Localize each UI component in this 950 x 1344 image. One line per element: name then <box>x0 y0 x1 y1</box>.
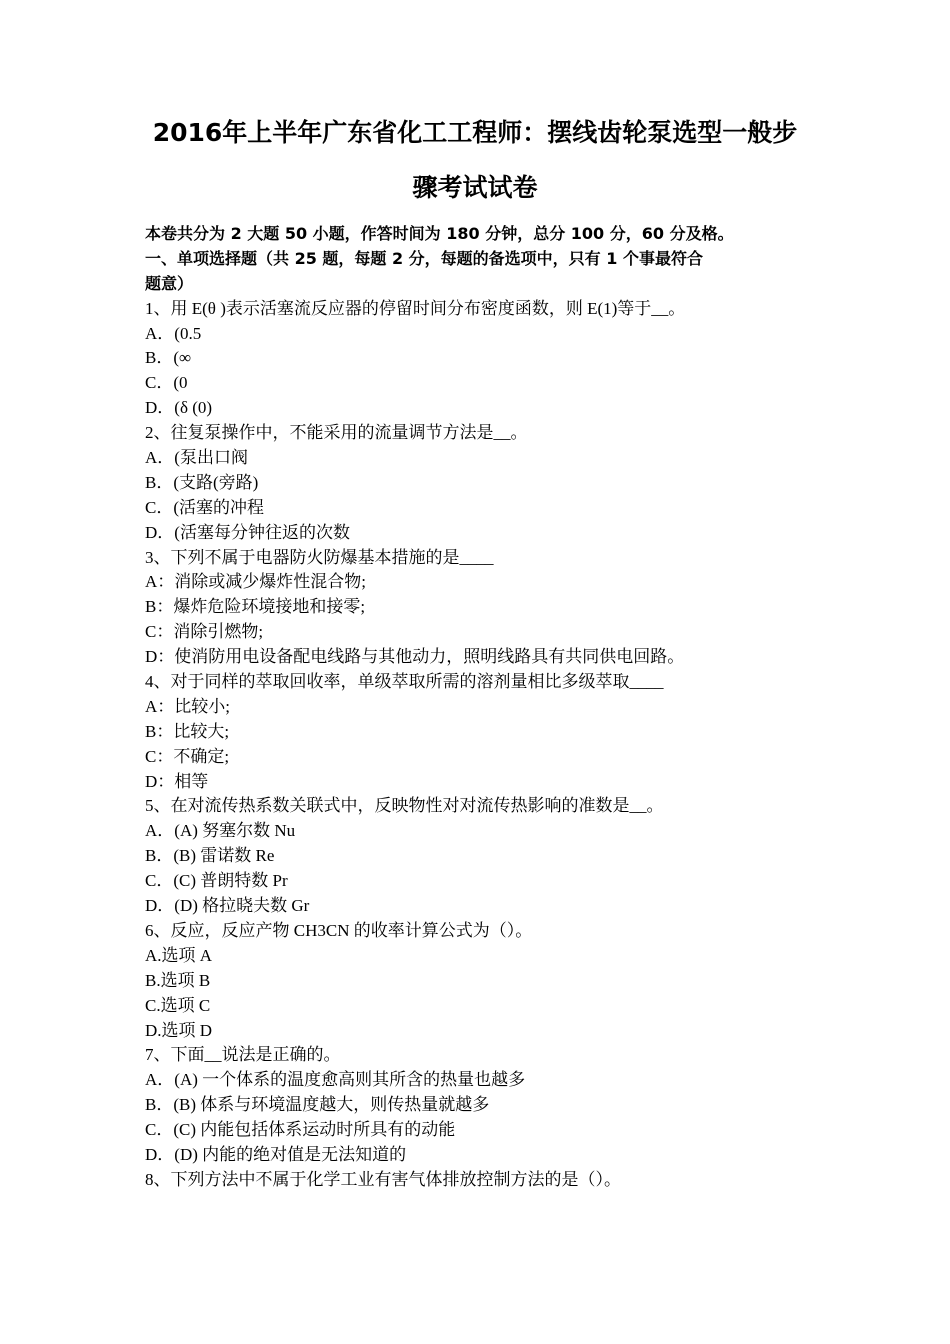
exam-intro: 本卷共分为 2 大题 50 小题，作答时间为 180 分钟，总分 100 分，60 分及格。 <box>145 224 734 243</box>
q4-option-c: C：不确定; <box>145 746 230 766</box>
question-3: 3、下列不属于电器防火防爆基本措施的是____ <box>145 547 494 567</box>
question-6: 6、反应，反应产物 CH3CN 的收率计算公式为（）。 <box>145 920 533 940</box>
q3-option-d: D：使消防用电设备配电线路与其他动力，照明线路具有共同供电回路。 <box>145 647 685 667</box>
question-8: 8、下列方法中不属于化学工业有害气体排放控制方法的是（）。 <box>145 1169 621 1189</box>
question-1: 1、用 E(θ )表示活塞流反应器的停留时间分布密度函数，则 E(1)等于__。 <box>145 298 686 318</box>
q2-option-c: C．(活塞的冲程 <box>145 497 264 517</box>
q6-option-b: B.选项 B <box>145 970 211 990</box>
q4-option-a: A：比较小; <box>145 696 230 716</box>
q7-option-d: D．(D) 内能的绝对值是无法知道的 <box>145 1144 407 1164</box>
q7-option-c: C．(C) 内能包括体系运动时所具有的动能 <box>145 1120 456 1140</box>
q3-option-a: A：消除或减少爆炸性混合物; <box>145 572 366 592</box>
q6-option-d: D.选项 D <box>145 1020 213 1040</box>
question-4: 4、对于同样的萃取回收率，单级萃取所需的溶剂量相比多级萃取____ <box>145 672 664 692</box>
question-2: 2、往复泵操作中，不能采用的流量调节方法是__。 <box>145 423 528 443</box>
document-body <box>145 222 825 1193</box>
document-title-line-1: 2016年上半年广东省化工工程师：摆线齿轮泵选型一般步 <box>152 118 798 147</box>
q7-option-a: A．(A) 一个体系的温度愈高则其所含的热量也越多 <box>145 1070 526 1090</box>
q6-option-c: C.选项 C <box>145 995 211 1015</box>
q5-option-b: B．(B) 雷诺数 Re <box>145 846 275 866</box>
q2-option-d: D．(活塞每分钟往返的次数 <box>145 522 350 542</box>
question-5: 5、在对流传热系数关联式中，反映物性对对流传热影响的准数是__。 <box>145 796 664 816</box>
q1-option-b: B．(∞ <box>145 348 192 368</box>
q3-option-c: C：消除引燃物; <box>145 622 264 642</box>
q5-option-a: A．(A) 努塞尔数 Nu <box>145 821 296 841</box>
q2-option-a: A．(泵出口阀 <box>145 448 248 468</box>
q5-option-d: D．(D) 格拉晓夫数 Gr <box>145 896 310 916</box>
q3-option-b: B：爆炸危险环境接地和接零; <box>145 597 366 617</box>
q4-option-d: D：相等 <box>145 771 209 791</box>
section-heading-line-1: 一、单项选择题（共 25 题，每题 2 分，每题的备选项中，只有 1 个事最符合 <box>145 248 703 268</box>
document-title-line-2: 骤考试试卷 <box>412 173 538 202</box>
q5-option-c: C．(C) 普朗特数 Pr <box>145 871 288 891</box>
q6-option-a: A.选项 A <box>145 945 213 965</box>
question-7: 7、下面__说法是正确的。 <box>145 1045 341 1065</box>
section-heading-line-2: 题意） <box>145 273 194 293</box>
q1-option-d: D．(δ (0) <box>145 398 213 418</box>
q1-option-c: C．(0 <box>145 373 188 393</box>
q2-option-b: B．(支路(旁路) <box>145 472 259 492</box>
q4-option-b: B：比较大; <box>145 721 230 741</box>
q1-option-a: A．(0.5 <box>145 323 202 343</box>
q7-option-b: B．(B) 体系与环境温度越大，则传热量就越多 <box>145 1095 490 1115</box>
